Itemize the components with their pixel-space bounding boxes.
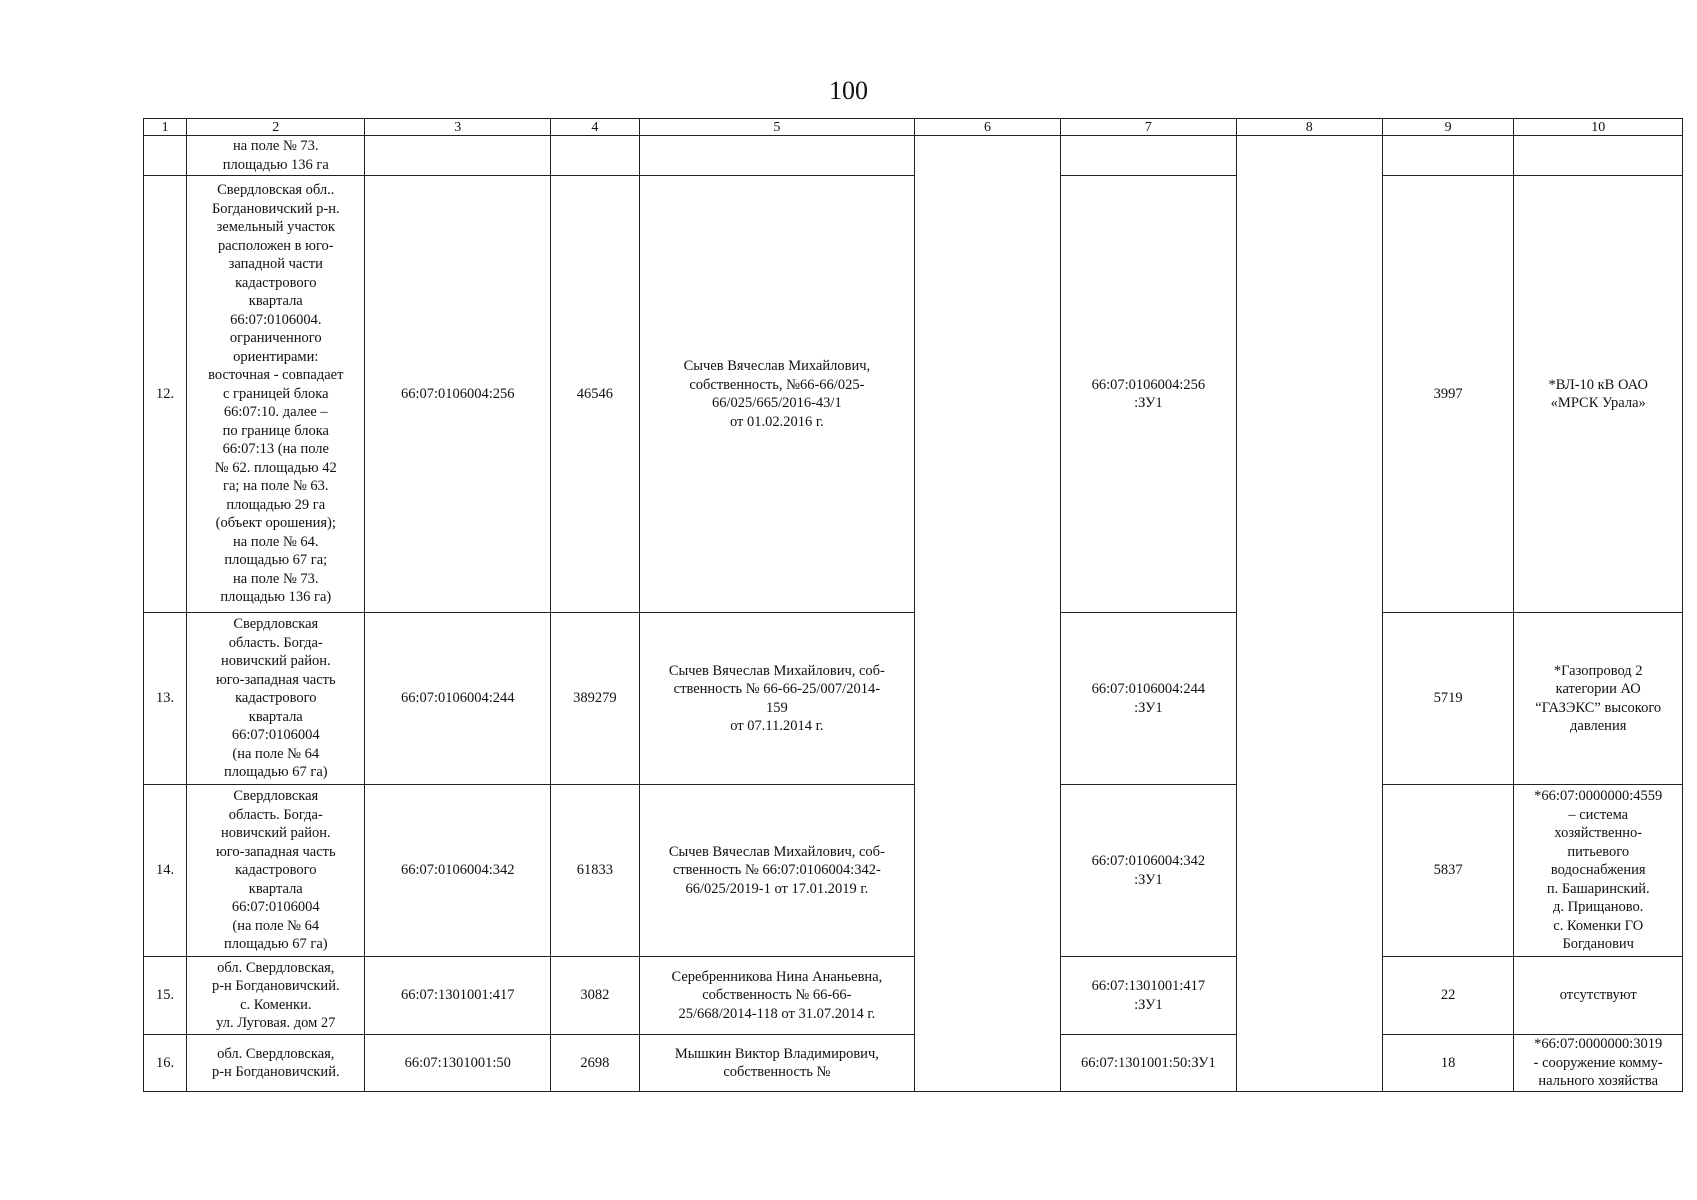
page-number: 100 (829, 76, 868, 105)
col6-cell (915, 1035, 1061, 1092)
col-header-8: 8 (1236, 119, 1382, 136)
encumbrance: *Газопровод 2 категории АО “ГАЗЭКС” высокого давления (1514, 613, 1683, 785)
cadastral-number: 66:07:1301001:417 (365, 957, 551, 1035)
plot-address: Свердловская область. Богда- новичский район. юго-западная часть кадастрового квартала 66:07:0106004 (на поле № 64 площадью 67 га) (187, 785, 365, 957)
plot-area: 3082 (551, 957, 640, 1035)
plot-area: 61833 (551, 785, 640, 957)
owner-rights: Сычев Вячеслав Михайлович, соб- ственность № 66:07:0106004:342- 66/025/2019-1 от 17.01.2019 г. (639, 785, 914, 957)
col-header-6: 6 (915, 119, 1061, 136)
plot-address: Свердловская обл.. Богдановичский р-н. земельный участок расположен в юго- западной части кадастрового квартала 66:07:0106004. ограниченного ориентирами: восточная - совпадает с границей блока 66:07:10. далее – по границе блока 66:07:13 (на поле № 62. площадью 42 га; на поле № 63. площадью 29 га (объект орошения); на поле № 64. площадью 67 га; на поле № 73. площадью 136 га) (187, 176, 365, 613)
plot-address: обл. Свердловская, р-н Богдановичский. (187, 1035, 365, 1092)
col8-cell (1236, 613, 1382, 785)
row-number: 13. (144, 613, 187, 785)
col9-value: 22 (1382, 957, 1514, 1035)
col-header-9: 9 (1382, 119, 1514, 136)
col-header-2: 2 (187, 119, 365, 136)
col8-cell (1236, 957, 1382, 1035)
col9-value: 3997 (1382, 176, 1514, 613)
column-numbers-row (144, 119, 1683, 136)
owner-rights: Серебренникова Нина Ананьевна, собственность № 66-66- 25/668/2014-118 от 31.07.2014 г. (639, 957, 914, 1035)
zu-designation: 66:07:1301001:50:ЗУ1 (1060, 1035, 1236, 1092)
table-row (144, 613, 1683, 785)
col6-cell (915, 785, 1061, 957)
plot-address: Свердловская область. Богда- новичский район. юго-западная часть кадастрового квартала 66:07:0106004 (на поле № 64 площадью 67 га) (187, 613, 365, 785)
plot-area: 46546 (551, 176, 640, 613)
zu-designation: 66:07:0106004:342 :ЗУ1 (1060, 785, 1236, 957)
owner-rights: Сычев Вячеслав Михайлович, соб- ственность № 66-66-25/007/2014- 159 от 07.11.2014 г. (639, 613, 914, 785)
col9-value: 5719 (1382, 613, 1514, 785)
zu-designation: 66:07:0106004:244 :ЗУ1 (1060, 613, 1236, 785)
encumbrance: отсутствуют (1514, 957, 1683, 1035)
col6-cell (915, 957, 1061, 1035)
col9-value: 5837 (1382, 785, 1514, 957)
col8-cell (1236, 1035, 1382, 1092)
table-row (144, 1035, 1683, 1092)
col-header-1: 1 (144, 119, 187, 136)
row-number: 16. (144, 1035, 187, 1092)
continued-address: на поле № 73. площадью 136 га (187, 136, 365, 176)
col9-value: 18 (1382, 1035, 1514, 1092)
cadastral-number: 66:07:1301001:50 (365, 1035, 551, 1092)
col-header-5: 5 (639, 119, 914, 136)
row-number: 15. (144, 957, 187, 1035)
owner-rights: Сычев Вячеслав Михайлович, собственность, №66-66/025- 66/025/665/2016-43/1 от 01.02.2016 г. (639, 176, 914, 613)
row-number: 12. (144, 176, 187, 613)
col-header-10: 10 (1514, 119, 1683, 136)
col-header-7: 7 (1060, 119, 1236, 136)
col6-cell (915, 613, 1061, 785)
plot-area: 389279 (551, 613, 640, 785)
encumbrance: *ВЛ-10 кВ ОАО «МРСК Урала» (1514, 176, 1683, 613)
col8-cell (1236, 785, 1382, 957)
land-plots-table (143, 118, 1683, 1092)
owner-rights: Мышкин Виктор Владимирович, собственность № (639, 1035, 914, 1092)
plot-area: 2698 (551, 1035, 640, 1092)
row-number: 14. (144, 785, 187, 957)
zu-designation: 66:07:1301001:417 :ЗУ1 (1060, 957, 1236, 1035)
col-header-4: 4 (551, 119, 640, 136)
cadastral-number: 66:07:0106004:342 (365, 785, 551, 957)
col-header-3: 3 (365, 119, 551, 136)
continuation-row (144, 136, 1683, 176)
cadastral-number: 66:07:0106004:244 (365, 613, 551, 785)
cadastral-number: 66:07:0106004:256 (365, 176, 551, 613)
table-row (144, 176, 1683, 613)
zu-designation: 66:07:0106004:256 :ЗУ1 (1060, 176, 1236, 613)
encumbrance: *66:07:0000000:4559 – система хозяйственно- питьевого водоснабжения п. Башаринский. д. Прищаново. с. Коменки ГО Богданович (1514, 785, 1683, 957)
table-row (144, 957, 1683, 1035)
encumbrance: *66:07:0000000:3019 - сооружение комму- нального хозяйства (1514, 1035, 1683, 1092)
col8-cell (1236, 176, 1382, 613)
table-row (144, 785, 1683, 957)
plot-address: обл. Свердловская, р-н Богдановичский. с. Коменки. ул. Луговая. дом 27 (187, 957, 365, 1035)
col6-cell (915, 176, 1061, 613)
